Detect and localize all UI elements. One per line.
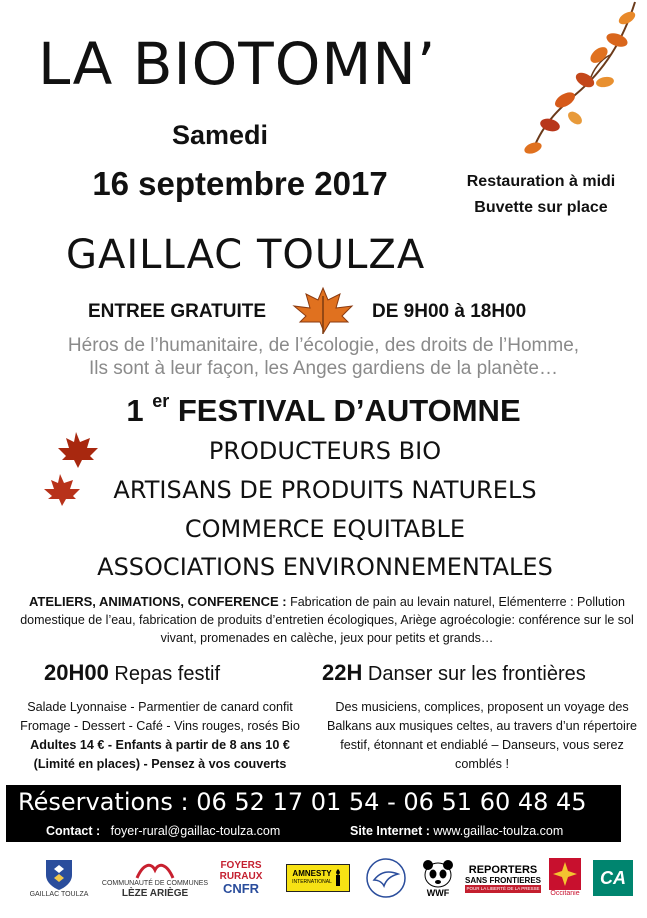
category-item: PRODUCTEURS BIO <box>208 437 442 465</box>
leze-small-text: COMMUNAUTÉ DE COMMUNES <box>101 879 209 887</box>
leze-text: LÈZE ARIÈGE <box>121 887 189 899</box>
gaillac-logo-text: GAILLAC TOULZA <box>29 891 89 898</box>
ruraux-text: RURAUX <box>219 871 263 882</box>
site-link[interactable]: www.gaillac-toulza.com <box>433 824 564 838</box>
foyers-ruraux-logo <box>206 852 276 904</box>
ateliers-label: ATELIERS, ANIMATIONS, CONFERENCE : <box>28 594 287 609</box>
credit-agricole-logo <box>590 852 636 904</box>
festival-heading <box>0 393 647 429</box>
festival-number: 1 <box>126 393 144 428</box>
menu-line: Fromage - Dessert - Café - Vins rouges, rosés Bio <box>20 719 300 733</box>
amnesty-logo <box>282 852 354 904</box>
heros-line-1: Héros de l’humanitaire, de l’écologie, des droits de l’Homme, <box>67 335 580 356</box>
poster-title: LA BIOTOMN’ <box>38 30 437 98</box>
event-danse-name: Danser sur les frontières <box>367 663 586 685</box>
ateliers-text: Fabrication de pain au levain naturel, Elémenterre : Pollution domestique de l’eau, fabrication de produits d’entretien écologiques, Ariège agroécologie: conférence sur le sol vivant, promenades en calèche, jeux pour petits et grands… <box>20 595 634 645</box>
leze-ariege-icon <box>135 858 175 880</box>
menu-note: (Limité en places) - Pensez à vos couverts <box>33 757 287 771</box>
buvette-note: Buvette sur place <box>474 199 608 216</box>
contact-email <box>46 820 280 842</box>
event-repas-time: 20H00 <box>44 660 109 685</box>
event-day: Samedi <box>171 120 269 150</box>
occitanie-logo <box>544 852 586 904</box>
menu-price: Adultes 14 € - Enfants à partir de 8 ans 10 € <box>30 738 290 752</box>
ngo-bird-logo <box>360 852 412 904</box>
category-item: ARTISANS DE PRODUITS NATURELS <box>113 476 537 504</box>
contact-email-link[interactable]: foyer-rural@gaillac-toulza.com <box>110 824 281 838</box>
wwf-text: WWF <box>426 888 450 898</box>
entry-free: ENTREE GRATUITE <box>88 301 267 322</box>
event-date: 16 septembre 2017 <box>92 165 388 202</box>
event-danse-title <box>322 660 586 686</box>
candle-icon <box>332 869 344 887</box>
amnesty-badge <box>286 864 350 892</box>
gaillac-logo <box>14 852 104 904</box>
rsf-text-1: REPORTERS <box>468 863 538 876</box>
menu-line: Salade Lyonnaise - Parmentier de canard confit <box>27 700 293 714</box>
menu-block <box>10 698 310 774</box>
site-internet <box>350 820 563 842</box>
leze-ariege-logo <box>101 852 209 904</box>
heros-line-2: Ils sont à leur façon, les Anges gardiens de la planète… <box>89 358 558 379</box>
festival-ordinal: er <box>152 391 170 411</box>
ca-text: CA <box>593 860 633 896</box>
event-repas-title <box>44 660 220 686</box>
festival-name: FESTIVAL D’AUTOMNE <box>177 393 521 428</box>
reservations-band: Réservations : 06 52 17 01 54 - 06 51 60 48 45 <box>6 785 621 820</box>
maple-leaf-icon <box>290 284 356 336</box>
cnfr-text: CNFR <box>222 881 260 896</box>
occitan-cross-icon <box>549 858 581 890</box>
opening-hours: DE 9H00 à 18H00 <box>372 301 527 322</box>
occitanie-text: Occitanie <box>550 890 580 897</box>
autumn-branch-icon <box>505 0 645 160</box>
contact-label: Contact : <box>46 824 101 838</box>
category-item: ASSOCIATIONS ENVIRONNEMENTALES <box>97 553 553 581</box>
bird-emblem-icon <box>364 856 408 900</box>
music-description: Des musiciens, complices, proposent un voyage des Balkans aux musiques celtes, au travers d’un répertoire festif, étonnant et endiablé – Danseurs, vous serez comblés ! <box>326 700 638 771</box>
event-repas-name: Repas festif <box>114 663 221 685</box>
town-name: GAILLAC TOULZA <box>66 232 426 278</box>
contact-band <box>6 820 621 842</box>
gaillac-shield-icon <box>42 857 76 891</box>
event-danse-time: 22H <box>322 660 363 685</box>
foyers-text: FOYERS <box>220 860 262 871</box>
panda-icon <box>421 859 455 889</box>
rsf-text-2: SANS FRONTIERES <box>465 875 542 885</box>
site-label: Site Internet : <box>350 824 430 838</box>
amnesty-sub: INTERNATIONAL <box>292 879 332 885</box>
ateliers-paragraph <box>14 593 640 647</box>
rsf-text-3: POUR LA LIBERTÉ DE LA PRESSE <box>466 885 540 891</box>
rsf-logo <box>466 852 540 904</box>
category-item: COMMERCE EQUITABLE <box>184 515 466 543</box>
wwf-logo <box>414 852 462 904</box>
amnesty-text: AMNESTY <box>292 869 332 878</box>
partner-logos <box>0 852 647 912</box>
restauration-note: Restauration à midi <box>466 173 616 190</box>
